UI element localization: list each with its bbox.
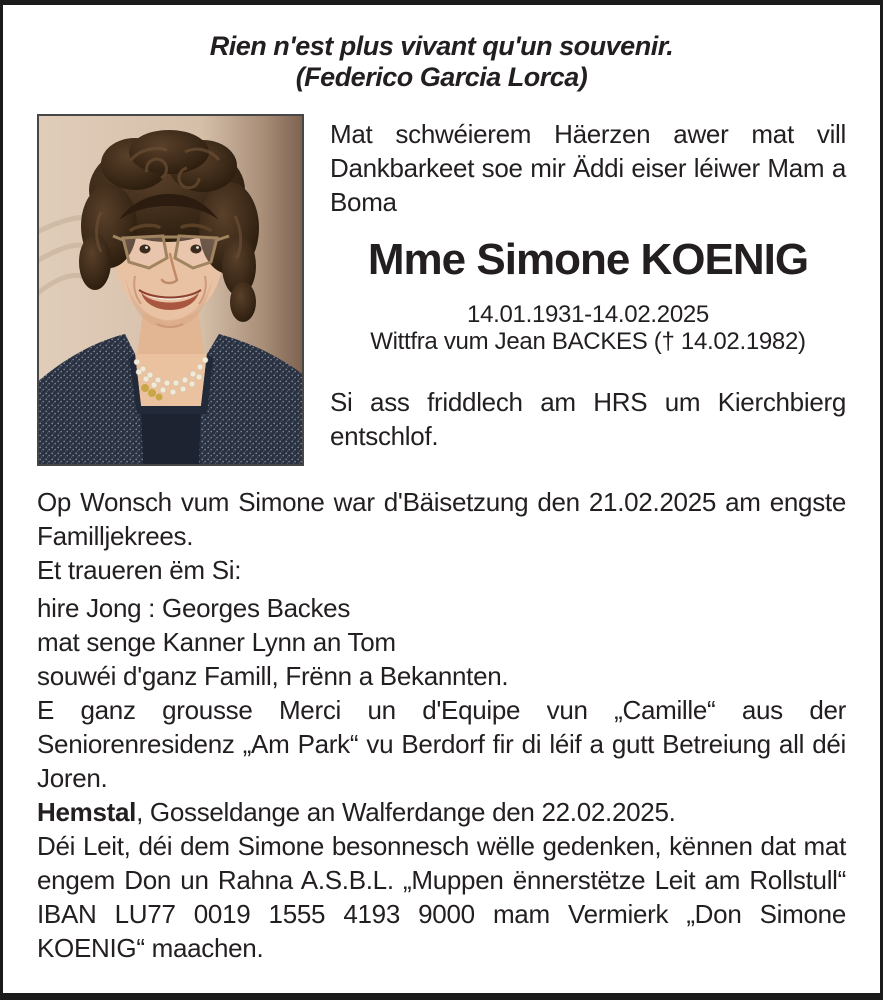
quote-line-1: Rien n'est plus vivant qu'un souvenir. <box>209 31 674 61</box>
dateline-rest: , Gosseldange an Walferdange den 22.02.2025. <box>136 797 676 827</box>
header-row <box>37 114 846 466</box>
memorial-quote <box>37 31 846 93</box>
mourners-list <box>37 591 846 659</box>
quote-line-2: (Federico Garcia Lorca) <box>295 62 588 92</box>
death-statement: Si ass friddlech am HRS um Kierchbierg entschlof. <box>330 387 846 451</box>
dateline-place: Hemstal <box>37 797 137 827</box>
portrait-photo <box>37 114 304 466</box>
header-text-column <box>330 114 846 453</box>
burial-paragraph: Op Wonsch vum Simone war d'Bäisetzung den 21.02.2025 am engste Familljekrees. <box>37 487 846 551</box>
mourner-grandchildren-line: mat senge Kanner Lynn an Tom <box>37 627 396 657</box>
donation-paragraph: Déi Leit, déi dem Simone besonnesch wëlle gedenken, kënnen dat mat engem Don un Rahna A.S.B.L. „Muppen ënnerstëtze Leit am Rollstull“ IBAN LU77 0019 1555 4193 9000 mam Vermierk „Don Simone KOENIG“ maachen. <box>37 831 846 963</box>
widow-line: Wittfra vum Jean BACKES († 14.02.1982) <box>370 328 806 355</box>
mourner-son-line: hire Jong : Georges Backes <box>37 593 351 623</box>
family-line: souwéi d'ganz Famill, Frënn a Bekannten. <box>37 661 509 691</box>
chest <box>135 354 207 414</box>
inner-garment <box>141 406 201 464</box>
life-dates: 14.01.1931-14.02.2025 <box>467 301 709 328</box>
notice-body <box>37 485 846 965</box>
portrait-photo-graphic <box>39 116 302 464</box>
dateline <box>37 795 846 829</box>
intro-text: Mat schwéierem Häerzen awer mat vill Dankbarkeet soe mir Äddi eiser léiwer Mam a Boma <box>330 119 846 217</box>
deceased-name: Mme Simone KOENIG <box>367 235 809 284</box>
thanks-paragraph: E ganz grousse Merci un d'Equipe vun „Camille“ aus der Seniorenresidenz „Am Park“ vu Berdorf fir di léif a gutt Betreiung all déi Joren. <box>37 695 846 793</box>
dates-block <box>330 301 846 355</box>
mourners-heading: Et traueren ëm Si: <box>37 555 242 585</box>
